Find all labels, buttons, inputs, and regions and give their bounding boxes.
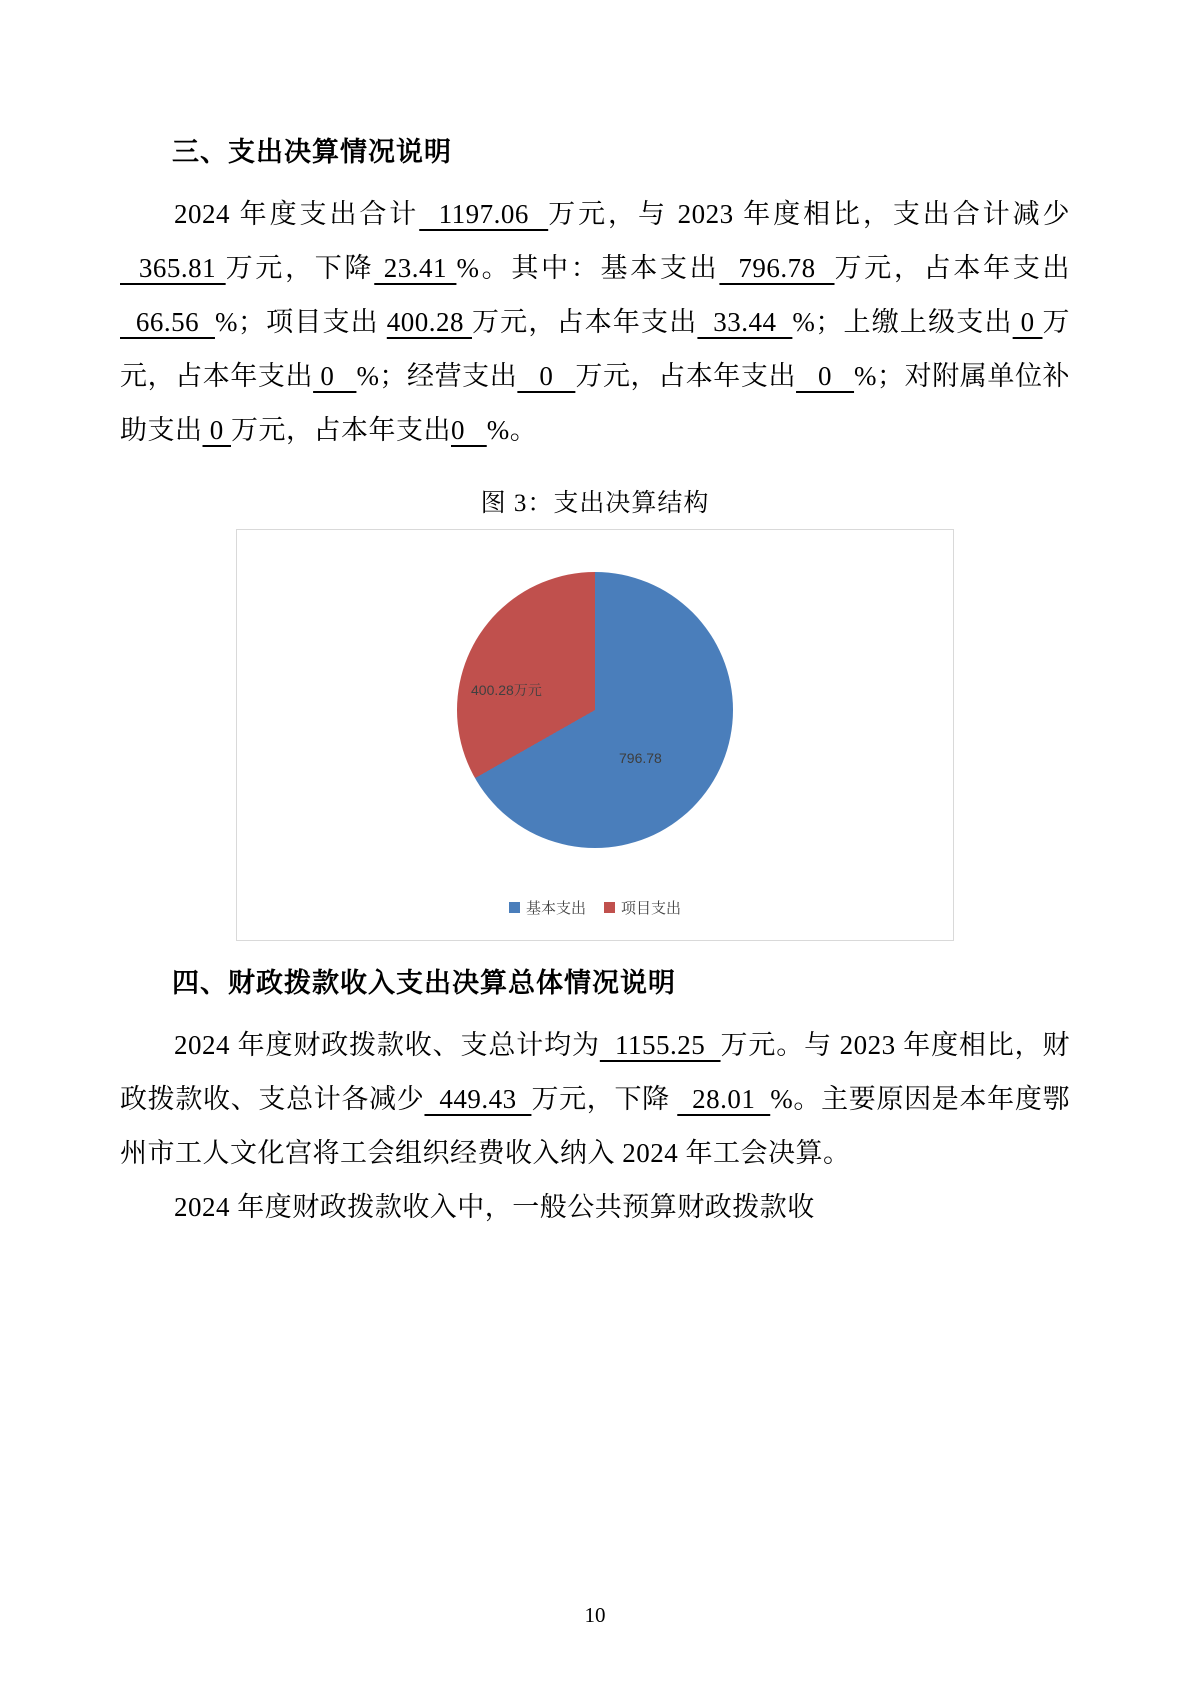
text-seg-11: %；经营支出 (356, 361, 518, 391)
figure-caption: 图 3：支出决算结构 (480, 490, 710, 517)
value-operating-expenditure: 0 (517, 361, 576, 391)
text-seg-7: %；项目支出 (214, 307, 387, 337)
text-seg-13: %；对附属单位补助支出 (120, 361, 1071, 445)
value-total-expenditure: 1197.06 (419, 199, 549, 229)
text-seg-3: 年度相比，支出合计减少 (733, 199, 1071, 229)
text-seg-b2: 万元。与 (720, 1030, 840, 1060)
pie-chart-plot-area (237, 572, 953, 864)
value-operating-percent: 0 (796, 361, 855, 391)
value-subsidy-expenditure: 0 (202, 415, 231, 445)
section-heading-fiscal-appropriation: 四、财政拨款收入支出决算总体情况说明 (172, 968, 676, 998)
value-decrease-amount: 365.81 (120, 253, 226, 283)
text-seg-2: 万元，与 (548, 199, 678, 229)
year-2024-c: 2024 (622, 1138, 679, 1168)
text-seg-5: %。其中：基本支出 (456, 253, 720, 283)
text-seg-4: 万元，下降 (225, 253, 375, 283)
text-seg-b4: 万元，下降 (531, 1084, 678, 1114)
text-seg-6: 万元，占本年支出 (834, 253, 1071, 283)
text-seg-10: 万元，占本年支出 (120, 307, 1070, 391)
value-fiscal-decrease: 449.43 (424, 1084, 532, 1114)
pie-label-project: 400.28万元 (471, 682, 542, 698)
value-upper-expenditure: 0 (1012, 307, 1043, 337)
value-project-percent: 33.44 (697, 307, 793, 337)
text-seg-b5: %。主要原因是本年度鄂州市工人文化宫将工会组织经费收入纳入 (120, 1084, 1071, 1168)
pie-chart-legend (237, 897, 953, 918)
legend-label-basic: 基本支出 (525, 900, 586, 917)
text-seg-b6: 年工会决算。 (678, 1138, 851, 1168)
value-basic-expenditure: 796.78 (719, 253, 835, 283)
text-seg-8: 万元，占本年支出 (471, 307, 698, 337)
text-seg-1: 年度支出合计 (230, 199, 420, 229)
legend-swatch-project-icon (604, 902, 615, 913)
value-upper-percent: 0 (313, 361, 357, 391)
year-2024: 2024 (174, 199, 230, 229)
text-seg-14: 万元，占本年支出 (231, 415, 451, 445)
legend-swatch-basic-icon (509, 902, 520, 913)
year-2024-b: 2024 (174, 1030, 230, 1060)
pie-chart (236, 529, 954, 941)
year-2023-b: 2023 (839, 1030, 896, 1060)
pie-label-basic: 796.78 (619, 750, 662, 766)
pie-graphic (457, 572, 733, 848)
value-project-expenditure: 400.28 (386, 307, 472, 337)
year-2023: 2023 (677, 199, 734, 229)
text-seg-15: %。 (486, 415, 538, 445)
legend-item-basic (509, 897, 586, 918)
value-decrease-rate: 23.41 (374, 253, 457, 283)
value-fiscal-total: 1155.25 (599, 1030, 721, 1060)
legend-label-project: 项目支出 (621, 900, 682, 917)
section-heading-expenditure: 三、支出决算情况说明 (172, 137, 452, 167)
value-basic-percent: 66.56 (120, 307, 215, 337)
value-fiscal-rate: 28.01 (677, 1084, 771, 1114)
text-seg-9: %；上缴上级支出 (792, 307, 1013, 337)
paragraph-fiscal-summary (120, 1018, 1070, 1180)
paragraph-fiscal-income: 2024 年度财政拨款收入中，一般公共预算财政拨款收 (174, 1192, 815, 1222)
text-seg-b1: 年度财政拨款收、支总计均为 (230, 1030, 600, 1060)
value-subsidy-percent: 0 (451, 415, 487, 445)
text-seg-12: 万元，占本年支出 (575, 361, 797, 391)
paragraph-expenditure-summary (120, 187, 1070, 457)
legend-item-project (604, 897, 681, 918)
page-number: 10 (584, 1603, 606, 1627)
text-seg-b3: 年度相比，财政拨款收、支总计各减少 (120, 1030, 1071, 1114)
